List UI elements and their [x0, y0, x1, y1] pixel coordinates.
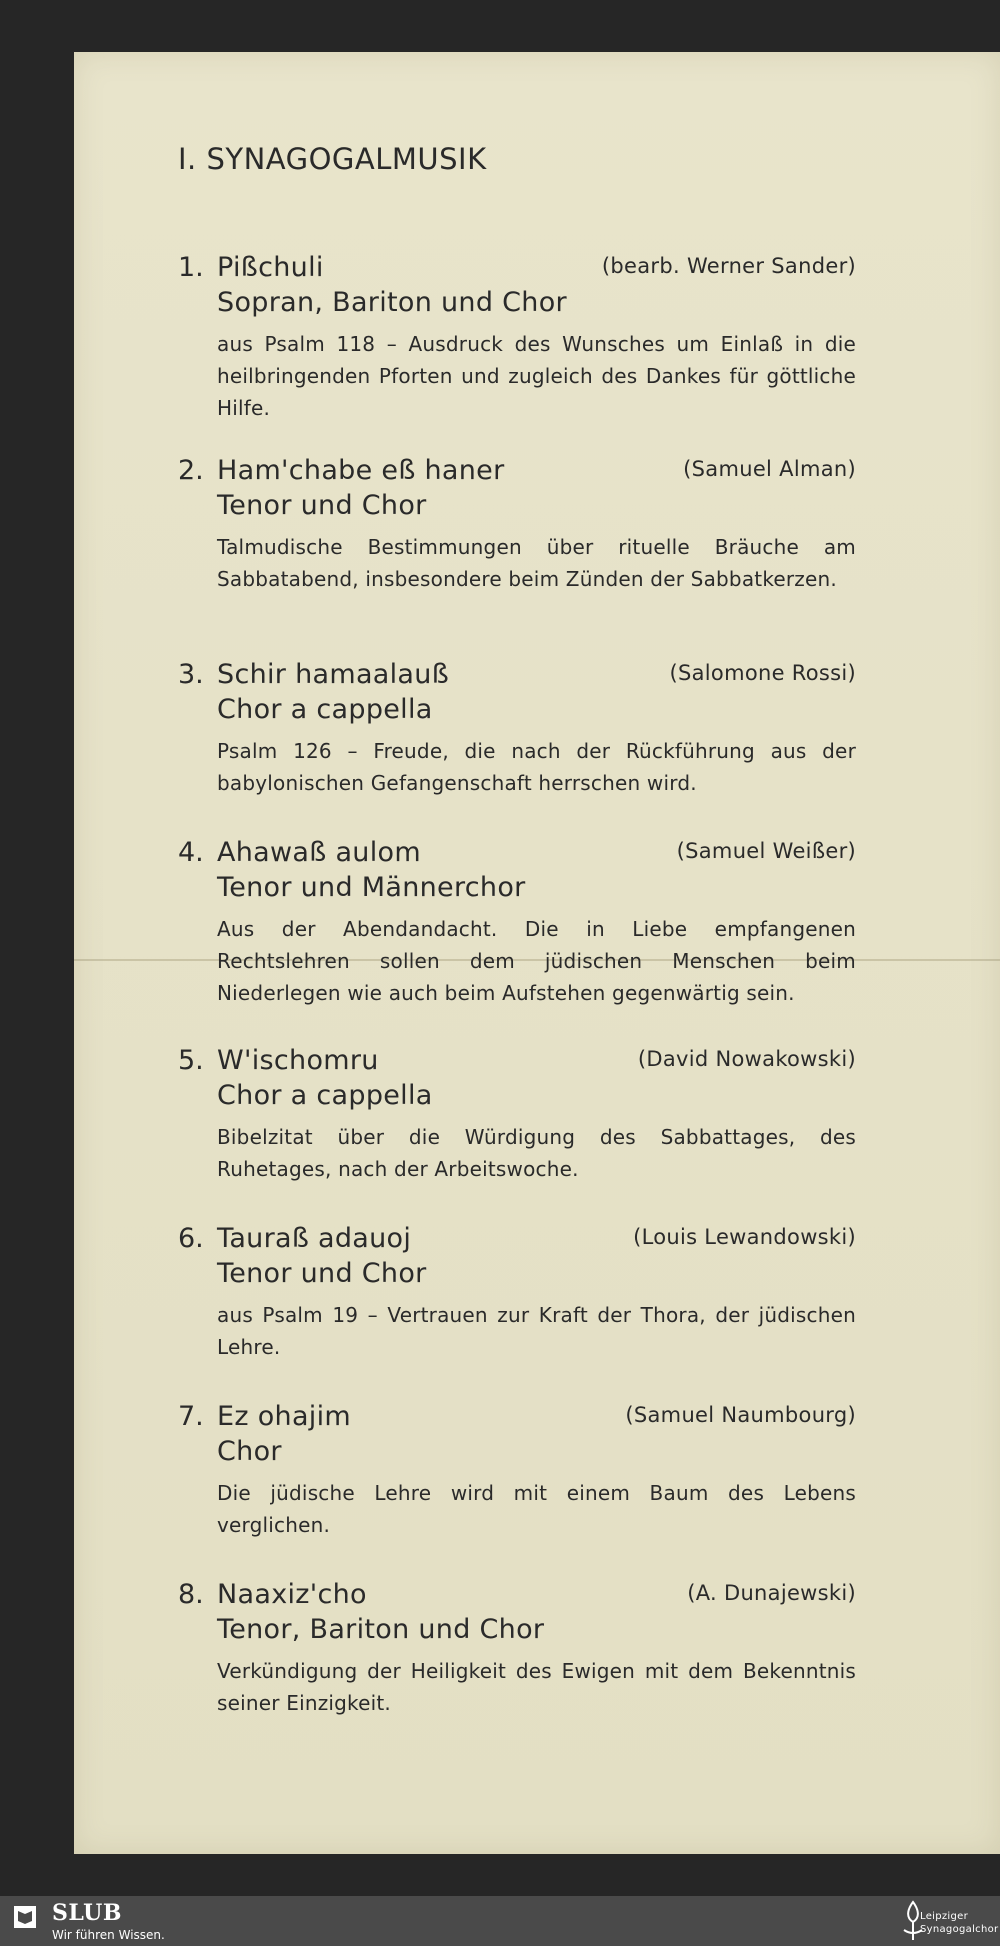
item-composer: (bearb. Werner Sander)	[601, 254, 856, 278]
partner-label	[920, 1910, 998, 1936]
item-voices: Chor a cappella	[217, 1080, 433, 1111]
item-composer: (A. Dunajewski)	[687, 1581, 856, 1605]
item-description: aus Psalm 19 – Vertrauen zur Kraft der Thora, der jüdischen Lehre.	[217, 1303, 856, 1359]
item-number: 1.	[178, 252, 204, 283]
footer-brand[interactable]: SLUB	[52, 1900, 122, 1926]
item-description: Verkündigung der Heiligkeit des Ewigen mit dem Bekenntnis seiner Einzigkeit.	[217, 1659, 856, 1715]
item-voices: Chor	[217, 1436, 282, 1467]
section-title: I. SYNAGOGALMUSIK	[178, 142, 487, 176]
item-title: W'ischomru	[217, 1045, 379, 1076]
item-number: 6.	[178, 1223, 204, 1254]
item-number: 3.	[178, 659, 204, 690]
item-voices: Tenor und Chor	[217, 1258, 427, 1289]
item-description: aus Psalm 118 – Ausdruck des Wunsches um Einlaß in die heilbringenden Pforten und zugleich des Dankes für göttliche Hilfe.	[217, 332, 856, 420]
item-title: Pißchuli	[217, 252, 324, 283]
item-description: Bibelzitat über die Würdigung des Sabbattages, des Ruhetages, nach der Arbeitswoche.	[217, 1125, 856, 1181]
item-voices: Tenor und Chor	[217, 490, 427, 521]
item-title: Tauraß adauoj	[217, 1223, 412, 1254]
item-composer: (Samuel Naumbourg)	[625, 1403, 856, 1427]
footer-bar	[0, 1896, 1000, 1946]
item-voices: Chor a cappella	[217, 694, 433, 725]
item-title: Ahawaß aulom	[217, 837, 421, 868]
item-description: Aus der Abendandacht. Die in Liebe empfangenen Rechtslehren sollen dem jüdischen Menschen beim Niederlegen wie auch beim Aufstehen gegenwärtig sein.	[217, 917, 856, 1005]
item-number: 8.	[178, 1579, 204, 1610]
partner-line-2: Synagogalchor	[920, 1924, 999, 1935]
item-composer: (Louis Lewandowski)	[633, 1225, 856, 1249]
slub-logo-icon[interactable]	[14, 1906, 36, 1928]
item-voices: Tenor, Bariton und Chor	[217, 1614, 545, 1645]
item-number: 4.	[178, 837, 204, 868]
item-composer: (Samuel Weißer)	[676, 839, 856, 863]
item-number: 5.	[178, 1045, 204, 1076]
item-number: 7.	[178, 1401, 204, 1432]
item-number: 2.	[178, 455, 204, 486]
item-title: Ez ohajim	[217, 1401, 351, 1432]
item-title: Schir hamaalauß	[217, 659, 449, 690]
item-description: Psalm 126 – Freude, die nach der Rückführung aus der babylonischen Gefangenschaft herrschen wird.	[217, 739, 856, 795]
partner-line-1: Leipziger	[920, 1911, 969, 1922]
item-voices: Tenor und Männerchor	[217, 872, 526, 903]
item-title: Naaxiz'cho	[217, 1579, 367, 1610]
item-composer: (Samuel Alman)	[683, 457, 856, 481]
item-voices: Sopran, Bariton und Chor	[217, 287, 567, 318]
item-description: Talmudische Bestimmungen über rituelle Bräuche am Sabbatabend, insbesondere beim Zünden der Sabbatkerzen.	[217, 535, 856, 591]
footer-tagline: Wir führen Wissen.	[52, 1928, 165, 1942]
item-description: Die jüdische Lehre wird mit einem Baum des Lebens verglichen.	[217, 1481, 856, 1537]
item-composer: (Salomone Rossi)	[669, 661, 856, 685]
item-composer: (David Nowakowski)	[637, 1047, 856, 1071]
item-title: Ham'chabe eß haner	[217, 455, 505, 486]
